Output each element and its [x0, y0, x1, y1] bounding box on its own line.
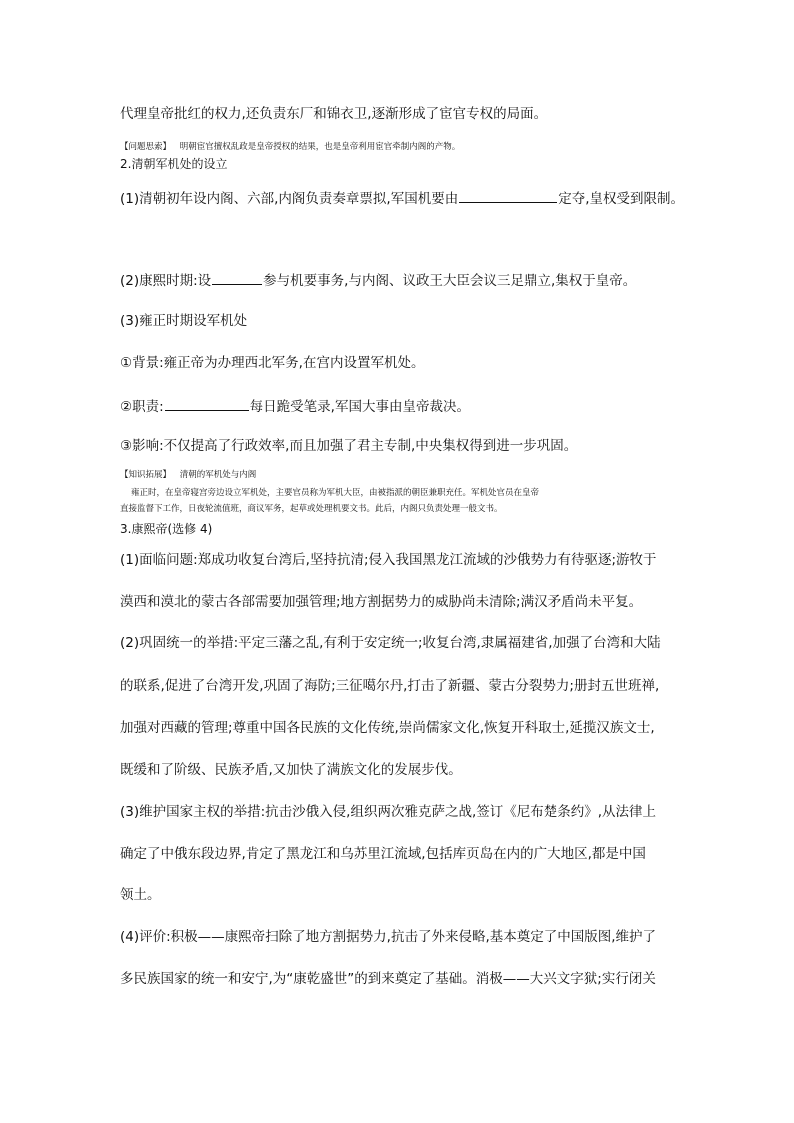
paragraph-line: ①背景:雍正帝为办理西北军务,在宫内设置军机处。 [120, 355, 425, 371]
text-segment: ②职责: [120, 399, 164, 415]
paragraph-line: 漠西和漠北的蒙古各部需要加强管理;地方割据势力的威胁尚未清除;满汉矛盾尚未平复。 [120, 594, 643, 610]
note-text: 明朝宦官擅权乱政是皇帝授权的结果，也是皇帝利用宦官牵制内阁的产物。 [179, 142, 461, 152]
paragraph-line: 既缓和了阶级、民族矛盾,又加快了满族文化的发展步伐。 [120, 762, 462, 778]
paragraph-line: ③影响:不仅提高了行政效率,而且加强了君主专制,中央集权得到进一步巩固。 [120, 438, 578, 454]
paragraph-line: (4)评价:积极——康熙帝扫除了地方割据势力,抗击了外来侵略,基本奠定了中国版图,维护了 [120, 929, 657, 945]
section-heading: 2.清朝军机处的设立 [120, 157, 228, 171]
note-body-line: 直接监督下工作，日夜轮流值班，商议军务，起草或处理机要文书。此后，内阁只负责处理一般文书。 [120, 504, 503, 514]
text-segment: 每日跪受笔录,军国大事由皇帝裁决。 [249, 399, 470, 415]
section-heading: 3.康熙帝(选修 4) [120, 522, 213, 536]
text-segment: (2)康熙时期:设 [120, 273, 212, 289]
paragraph-line: 加强对西藏的管理;尊重中国各民族的文化传统,崇尚儒家文化,恢复开科取士,延揽汉族文士, [120, 720, 655, 736]
note-body-line: 雍正时，在皇帝寝宫旁边设立军机处，主要官员称为军机大臣，由被指派的朝臣兼职充任。军机处官员在皇帝 [131, 488, 540, 498]
paragraph-line: 确定了中俄东段边界,肯定了黑龙江和乌苏里江流域,包括库页岛在内的广大地区,都是中国 [120, 846, 646, 862]
paragraph-line [120, 271, 636, 289]
text-segment: 参与机要事务,与内阁、议政王大臣会议三足鼎立,集权于皇帝。 [263, 273, 637, 289]
paragraph-line: 领土。 [120, 887, 161, 903]
paragraph-line [120, 397, 470, 415]
fill-blank[interactable] [459, 189, 557, 203]
text-segment: (1)清朝初年设内阁、六部,内阁负责奏章票拟,军国机要由 [120, 191, 459, 207]
note-question-thinking [120, 142, 460, 153]
paragraph-line [120, 189, 684, 207]
paragraph-line: 代理皇帝批红的权力,还负责东厂和锦衣卫,逐渐形成了宦官专权的局面。 [120, 106, 548, 122]
paragraph-line: 的联系,促进了台湾开发,巩固了海防;三征噶尔丹,打击了新疆、蒙古分裂势力;册封五世班禅, [120, 678, 660, 694]
paragraph-line: (3)雍正时期设军机处 [120, 313, 248, 329]
note-tag: 【知识拓展】 [120, 470, 172, 480]
paragraph-line: (1)面临问题:郑成功收复台湾后,坚持抗清;侵入我国黑龙江流域的沙俄势力有待驱逐;游牧于 [120, 552, 657, 568]
fill-blank[interactable] [212, 271, 262, 285]
note-knowledge-extension [120, 470, 256, 481]
note-tag: 【问题思索】 [120, 142, 172, 152]
text-segment: 定夺,皇权受到限制。 [558, 191, 685, 207]
paragraph-line: (3)维护国家主权的举措:抗击沙俄入侵,组织两次雅克萨之战,签订《尼布楚条约》,从法律上 [120, 804, 657, 820]
paragraph-line: (2)巩固统一的举措:平定三藩之乱,有利于安定统一;收复台湾,隶属福建省,加强了台湾和大陆 [120, 635, 661, 651]
fill-blank[interactable] [165, 397, 249, 411]
note-title: 清朝的军机处与内阁 [179, 470, 257, 480]
paragraph-line: 多民族国家的统一和安宁,为“康乾盛世”的到来奠定了基础。消极——大兴文字狱;实行闭关 [120, 971, 656, 987]
